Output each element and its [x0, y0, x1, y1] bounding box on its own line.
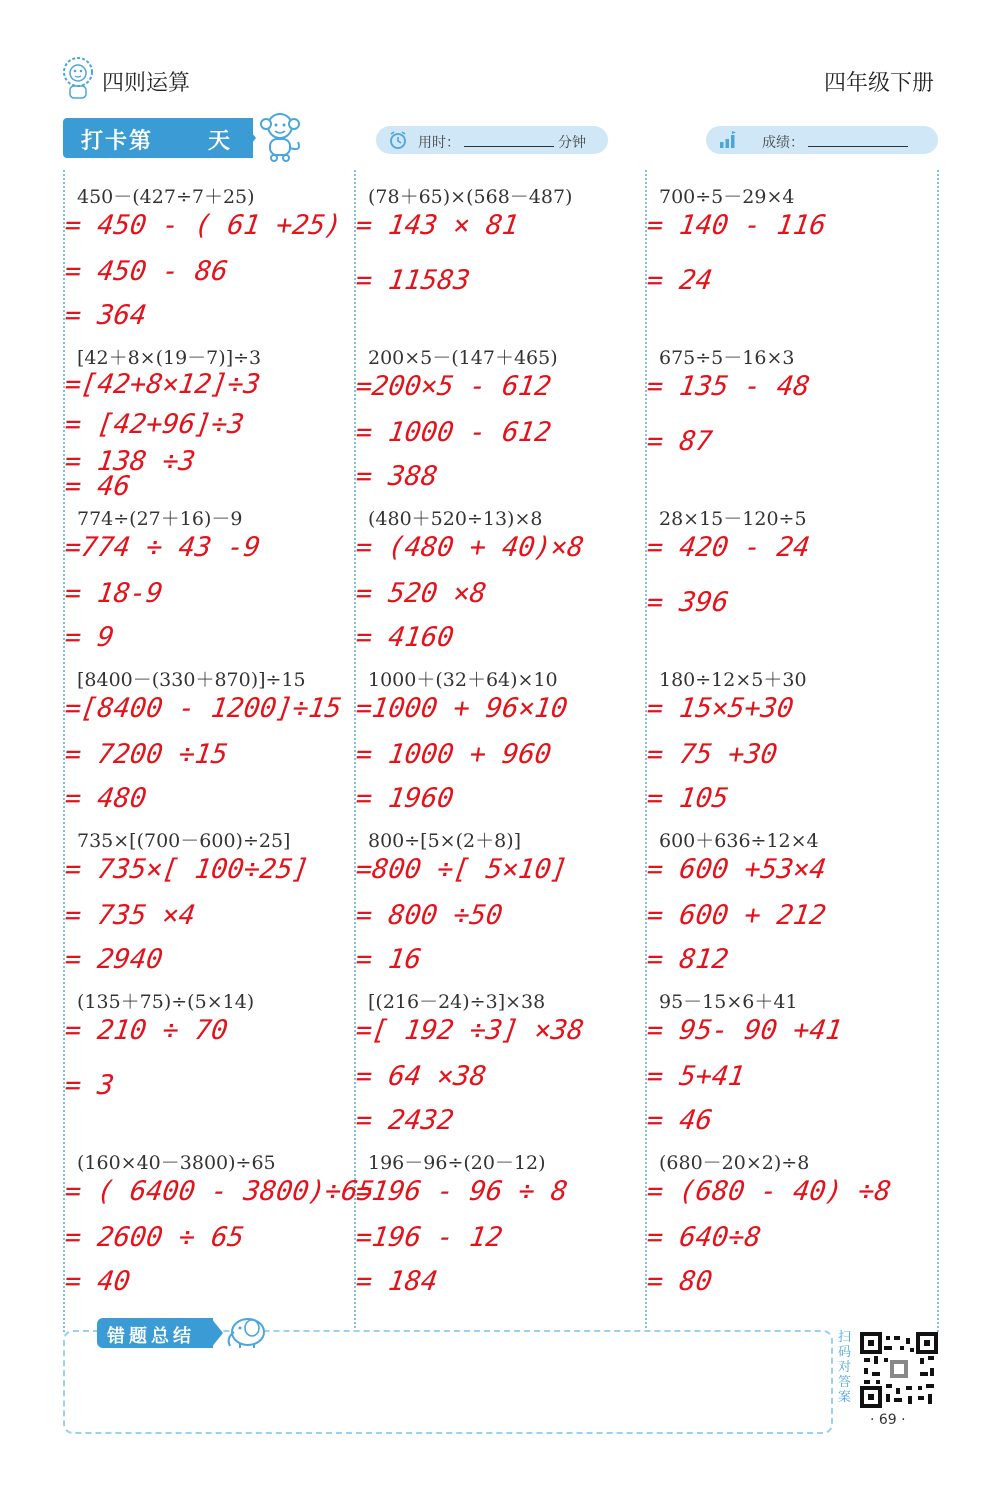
- score-field: [706, 126, 938, 154]
- column-2: [354, 170, 644, 1332]
- column-3: [645, 170, 935, 1332]
- exercise-cell: [62, 331, 353, 502]
- problem-expression: [42＋8×(19－7)]÷3: [77, 347, 262, 369]
- handwritten-step: = 812: [644, 944, 731, 975]
- handwritten-step: = 80: [644, 1266, 715, 1297]
- problem-expression: (78＋65)×(568－487): [368, 186, 573, 208]
- checkin-banner: [63, 118, 253, 158]
- handwritten-step: = 75 +30: [644, 739, 780, 770]
- page-header: [60, 52, 940, 102]
- exercise-cell: [63, 814, 353, 975]
- handwritten-step: =[42+8×12]÷3: [62, 369, 263, 400]
- qr-code-icon[interactable]: [860, 1332, 938, 1408]
- exercise-cell: [645, 492, 935, 653]
- handwritten-step: = 396: [644, 587, 731, 618]
- handwritten-step: = 143 × 81: [353, 210, 521, 241]
- clock-icon: [388, 130, 408, 150]
- checkin-label: 打卡第: [81, 129, 154, 154]
- handwritten-step: =[ 192 ÷3] ×38: [353, 1015, 586, 1046]
- exercise-grid: [63, 170, 939, 1332]
- exercise-cell: [354, 492, 644, 653]
- exercise-cell: [63, 975, 353, 1136]
- exercise-cell: [645, 1136, 935, 1297]
- handwritten-step: = 105: [644, 783, 731, 814]
- handwritten-step: = 735×[ 100÷25]: [62, 854, 312, 885]
- grid-border-right: [937, 170, 939, 1332]
- bar-chart-icon: [718, 130, 738, 150]
- handwritten-step: = [42+96]÷3: [62, 409, 246, 440]
- problem-expression: 600＋636÷12×4: [659, 830, 819, 852]
- handwritten-step: = 16: [353, 944, 424, 975]
- exercise-cell: [645, 814, 935, 975]
- handwritten-step: = 480: [62, 783, 149, 814]
- exercise-cell: [354, 331, 644, 492]
- checkin-day-suffix: 天: [208, 129, 231, 154]
- grade-label: 四年级下册: [823, 71, 934, 96]
- handwritten-step: = 420 - 24: [644, 532, 812, 563]
- handwritten-step: = 184: [353, 1266, 440, 1297]
- mistake-summary-label: 错题总结: [107, 1326, 195, 1347]
- problem-expression: [8400－(330＋870)]÷15: [77, 669, 306, 691]
- exercise-cell: [645, 975, 935, 1136]
- handwritten-step: = 1000 + 960: [353, 739, 554, 770]
- handwritten-step: = 5+41: [644, 1061, 747, 1092]
- handwritten-step: = 15×5+30: [644, 693, 796, 724]
- handwritten-step: = 64 ×38: [353, 1061, 489, 1092]
- exercise-cell: [354, 170, 644, 331]
- handwritten-step: = 364: [62, 300, 149, 331]
- handwritten-step: = 800 ÷50: [353, 900, 505, 931]
- page-number: · 69 ·: [870, 1412, 906, 1428]
- handwritten-step: = 140 - 116: [644, 210, 828, 241]
- problem-expression: 735×[(700－600)÷25]: [77, 830, 291, 852]
- problem-expression: 200×5－(147＋465): [368, 347, 558, 369]
- lion-icon: [60, 56, 96, 100]
- handwritten-step: = 135 - 48: [644, 371, 812, 402]
- handwritten-step: = 388: [353, 461, 440, 492]
- book-title: 四则运算: [102, 71, 191, 96]
- elephant-icon: [222, 1310, 272, 1350]
- handwritten-step: = 450 - 86: [62, 256, 230, 287]
- mistake-summary-tab: [97, 1318, 213, 1348]
- handwritten-step: = 7200 ÷15: [62, 739, 230, 770]
- exercise-cell: [645, 653, 935, 814]
- handwritten-step: =[8400 - 1200]÷15: [62, 693, 344, 724]
- problem-expression: (480＋520÷13)×8: [368, 508, 543, 530]
- handwritten-step: = 2600 ÷ 65: [62, 1222, 246, 1253]
- handwritten-step: = 46: [644, 1105, 715, 1136]
- problem-expression: 95－15×6＋41: [659, 991, 798, 1013]
- problem-expression: 1000＋(32＋64)×10: [368, 669, 558, 691]
- handwritten-step: = 735 ×4: [62, 900, 198, 931]
- exercise-cell: [63, 492, 353, 653]
- time-input[interactable]: [464, 146, 554, 147]
- handwritten-step: = 11583: [353, 265, 472, 296]
- exercise-cell: [63, 653, 353, 814]
- problem-expression: 774÷(27＋16)－9: [77, 508, 243, 530]
- problem-expression: 675÷5－16×3: [659, 347, 795, 369]
- handwritten-step: = 18-9: [62, 578, 165, 609]
- exercise-cell: [354, 814, 644, 975]
- problem-expression: (135＋75)÷(5×14): [77, 991, 255, 1013]
- handwritten-step: = 450 - ( 61 +25): [62, 210, 344, 241]
- handwritten-step: =196 - 96 ÷ 8: [353, 1176, 570, 1207]
- handwritten-step: = 4160: [353, 622, 456, 653]
- handwritten-step: = 95- 90 +41: [644, 1015, 845, 1046]
- exercise-cell: [645, 331, 935, 492]
- score-input[interactable]: [808, 146, 908, 147]
- exercise-cell: [354, 653, 644, 814]
- column-1: [62, 170, 377, 1332]
- handwritten-step: = 1960: [353, 783, 456, 814]
- handwritten-step: = 3: [62, 1070, 116, 1101]
- problem-expression: [(216－24)÷3]×38: [368, 991, 546, 1013]
- exercise-cell: [63, 170, 353, 331]
- qr-label: 扫码对答案: [838, 1330, 852, 1405]
- handwritten-step: = (680 - 40) ÷8: [644, 1176, 894, 1207]
- handwritten-step: = 9: [62, 622, 116, 653]
- time-unit: 分钟: [558, 135, 586, 151]
- handwritten-step: = 600 +53×4: [644, 854, 828, 885]
- handwritten-step: = ( 6400 - 3800)÷65: [62, 1176, 377, 1207]
- exercise-cell: [354, 975, 644, 1136]
- handwritten-step: =200×5 - 612: [353, 371, 554, 402]
- handwritten-step: = 46: [62, 471, 133, 502]
- monkey-icon: [252, 108, 308, 164]
- time-field: [376, 126, 608, 154]
- handwritten-step: = 40: [62, 1266, 133, 1297]
- exercise-cell: [354, 1136, 644, 1297]
- problem-expression: 28×15－120÷5: [659, 508, 807, 530]
- handwritten-step: = 600 + 212: [644, 900, 828, 931]
- handwritten-step: = 640÷8: [644, 1222, 763, 1253]
- handwritten-step: = (480 + 40)×8: [353, 532, 586, 563]
- handwritten-step: =800 ÷[ 5×10]: [353, 854, 570, 885]
- score-label: 成绩：: [762, 135, 804, 151]
- problem-expression: (680－20×2)÷8: [659, 1152, 810, 1174]
- problem-expression: 180÷12×5＋30: [659, 669, 807, 691]
- handwritten-step: =1000 + 96×10: [353, 693, 570, 724]
- handwritten-step: =196 - 12: [353, 1222, 505, 1253]
- handwritten-step: = 520 ×8: [353, 578, 489, 609]
- problem-expression: 700÷5－29×4: [659, 186, 795, 208]
- handwritten-step: = 87: [644, 426, 715, 457]
- handwritten-step: = 138 ÷3: [62, 446, 198, 477]
- exercise-cell: [62, 1136, 377, 1297]
- problem-expression: 196－96÷(20－12): [368, 1152, 546, 1174]
- exercise-cell: [645, 170, 935, 331]
- problem-expression: (160×40－3800)÷65: [77, 1152, 276, 1174]
- problem-expression: 450－(427÷7＋25): [77, 186, 255, 208]
- handwritten-step: =774 ÷ 43 -9: [62, 532, 263, 563]
- handwritten-step: = 2432: [353, 1105, 456, 1136]
- time-label: 用时：: [418, 135, 460, 151]
- handwritten-step: = 1000 - 612: [353, 417, 554, 448]
- problem-expression: 800÷[5×(2＋8)]: [368, 830, 522, 852]
- handwritten-step: = 24: [644, 265, 715, 296]
- handwritten-step: = 210 ÷ 70: [62, 1015, 230, 1046]
- handwritten-step: = 2940: [62, 944, 165, 975]
